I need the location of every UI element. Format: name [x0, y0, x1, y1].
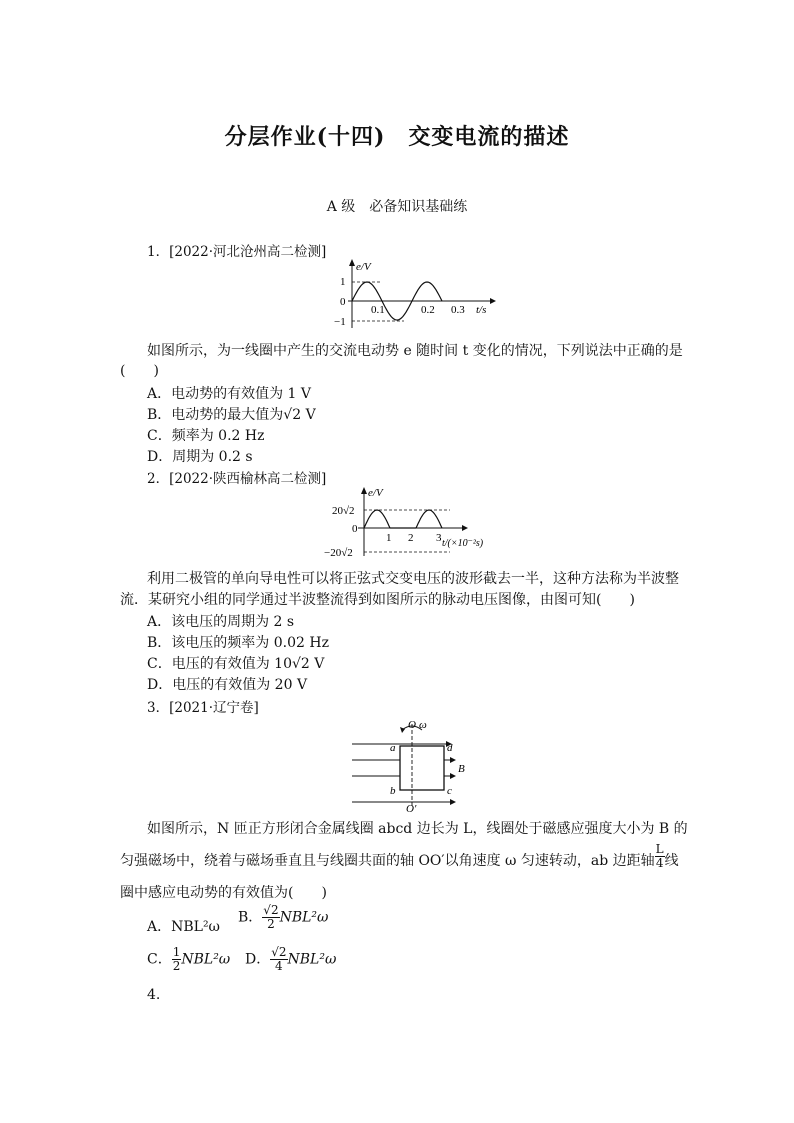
q1-ytick-0: 0: [340, 296, 346, 308]
q3-stem-line3: 圈中感应电动势的有效值为( ): [120, 885, 327, 901]
q3-option-d-num: √2: [271, 945, 287, 959]
q2-ytick-max: 20√2: [332, 505, 355, 517]
question-3-source: [2021·辽宁卷]: [169, 700, 259, 716]
q2-xtick-2: 2: [408, 532, 414, 544]
question-2-header: [147, 467, 326, 487]
q1-x-arrow: [490, 298, 496, 304]
q3-option-c: [147, 946, 230, 973]
question-3-number: 3．: [147, 700, 170, 716]
q3-fraction-l-over-4: [655, 843, 665, 870]
q2-voltage-graph: [318, 484, 498, 560]
q3-field-arrow-2: [450, 757, 456, 763]
q1-option-b: B．电动势的最大值为√2 V: [147, 407, 316, 423]
q2-stem-line2: 流．某研究小组的同学通过半波整流得到如图所示的脉动电压图像，由图可知( ): [120, 592, 635, 608]
q3-field-arrow-3: [450, 773, 456, 779]
question-4-number: 4.: [147, 987, 161, 1003]
q1-emf-graph: [330, 256, 500, 332]
page-title: 分层作业(十四) 交变电流的描述: [224, 124, 570, 150]
q3-coil-figure: [350, 716, 480, 814]
q2-xtick-3: 3: [436, 532, 442, 544]
q2-y-label: e/V: [368, 487, 383, 499]
q2-x-arrow: [462, 525, 468, 531]
q3-square-coil: [400, 746, 444, 790]
q1-y-arrow: [349, 259, 355, 266]
q3-option-c-fraction: [172, 946, 182, 973]
q3-option-d-den: 4: [275, 959, 283, 973]
question-3-header: [147, 696, 259, 716]
q2-x-label: t/(×10⁻²s): [442, 538, 484, 549]
question-2-number: 2．: [147, 471, 170, 487]
q3-option-d: [245, 946, 336, 973]
q1-option-c: C．频率为 0.2 Hz: [147, 428, 265, 444]
q3-option-d-fraction: [270, 946, 287, 973]
q3-stem-line2-tail: 线: [664, 853, 679, 869]
q3-option-b-fraction: [262, 904, 279, 931]
q1-xtick-0.1: 0.1: [371, 304, 385, 316]
q2-stem-line1: 利用二极管的单向导电性可以将正弦式交变电压的波形截去一半，这种方法称为半波整: [147, 571, 679, 587]
q1-y-label: e/V: [356, 261, 371, 273]
q3-option-b: [238, 904, 328, 931]
q1-stem-line2: ( ): [120, 363, 159, 379]
q1-xtick-0.3: 0.3: [451, 304, 465, 316]
q3-frac-den: 4: [655, 855, 664, 870]
q2-option-a: A．该电压的周期为 2 s: [147, 614, 295, 630]
q3-option-a: A．NBL²ω: [147, 919, 220, 935]
q1-stem-line1: 如图所示，为一线圈中产生的交流电动势 e 随时间 t 变化的情况，下列说法中正确的是: [147, 343, 683, 359]
q3-label-b: b: [390, 785, 396, 797]
q3-label-omega: ω: [419, 719, 427, 731]
q2-option-d: D．电压的有效值为 20 V: [147, 677, 308, 693]
q3-stem-line1: 如图所示，N 匝正方形闭合金属线圈 abcd 边长为 L，线圈处于磁感应强度大小为 B 的: [147, 821, 688, 837]
q3-option-d-rest: NBL²ω: [287, 951, 337, 968]
q3-label-o: O: [408, 719, 416, 731]
q2-xtick-1: 1: [386, 532, 392, 544]
q1-option-d: D．周期为 0.2 s: [147, 449, 253, 465]
question-1-number: 1．: [147, 244, 170, 260]
q1-xtick-0.2: 0.2: [421, 304, 435, 316]
question-1-header: [147, 240, 326, 260]
q3-option-c-rest: NBL²ω: [181, 951, 231, 968]
q3-option-b-rest: NBL²ω: [279, 909, 329, 926]
q2-option-c: C．电压的有效值为 10√2 V: [147, 656, 325, 672]
q3-field-arrow-4: [450, 799, 456, 805]
q1-x-label: t/s: [476, 304, 487, 316]
q3-label-a: a: [390, 742, 396, 754]
section-heading: A 级 必备知识基础练: [326, 199, 468, 215]
q3-stem-line2-text: 匀强磁场中，绕着与磁场垂直且与线圈共面的轴 OO′以角速度 ω 匀速转动，ab 边距轴: [120, 853, 655, 869]
q3-stem-line2: [120, 841, 679, 872]
q3-option-c-den: 2: [172, 959, 181, 973]
q2-y-arrow: [361, 487, 367, 494]
q3-label-c: c: [447, 785, 452, 797]
q3-option-b-prefix: B．: [238, 909, 263, 926]
q1-ytick-1: 1: [340, 276, 346, 288]
q2-option-b: B．该电压的频率为 0.02 Hz: [147, 635, 329, 651]
q3-label-o-prime: O′: [406, 803, 417, 814]
q1-ytick-neg1: −1: [334, 316, 346, 328]
q1-option-a: A．电动势的有效值为 1 V: [147, 386, 312, 402]
question-1-source: [2022·河北沧州高二检测]: [169, 244, 327, 260]
q3-option-c-num: 1: [172, 945, 181, 959]
q2-ytick-min: −20√2: [324, 547, 353, 559]
q3-option-b-num: √2: [263, 903, 279, 917]
q2-half-wave-curve: [364, 510, 442, 528]
q3-option-b-den: 2: [267, 917, 275, 931]
q2-ytick-0: 0: [352, 523, 358, 535]
q3-label-d: d: [447, 742, 453, 754]
question-2-source: [2022·陕西榆林高二检测]: [169, 471, 327, 487]
q3-label-b-field: B: [458, 763, 465, 775]
q3-frac-num: L: [655, 841, 664, 856]
q3-option-d-prefix: D．: [245, 951, 271, 968]
q3-option-c-prefix: C．: [147, 951, 172, 968]
